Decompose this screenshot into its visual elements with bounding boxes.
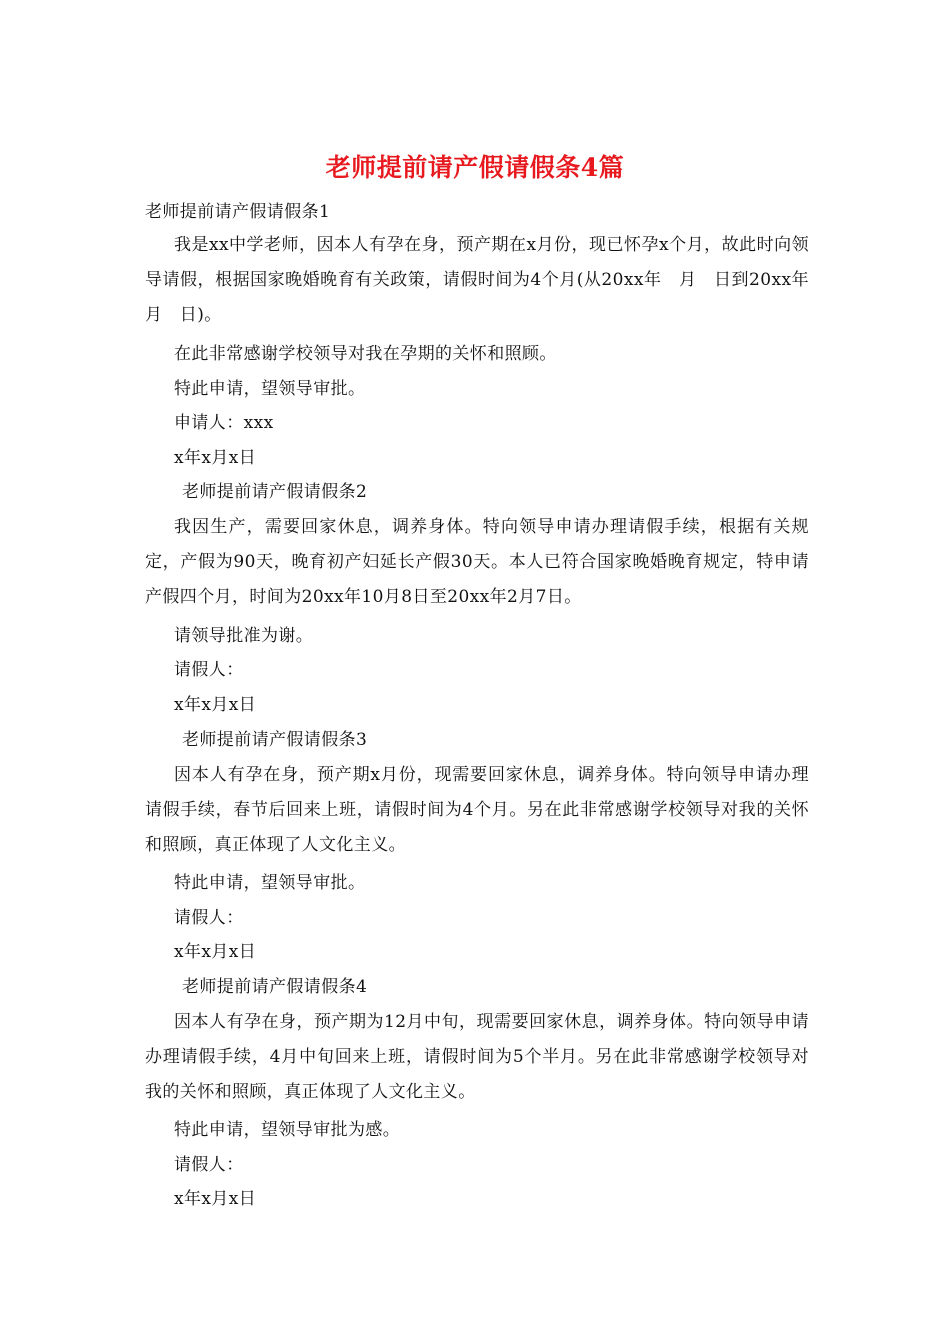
note3-date: x年x月x日 bbox=[174, 942, 257, 962]
note3-closing: 特此申请，望领导审批。 bbox=[174, 873, 366, 893]
note4-closing: 特此申请，望领导审批为感。 bbox=[174, 1120, 401, 1140]
note4-body1: 因本人有孕在身，预产期为12月中旬，现需要回家休息，调养身体。特向领导申请办理请假手续，4月中旬回来上班，请假时间为5个半月。另在此非常感谢学校领导对我的关怀和照顾，真正体现了人文化主义。 bbox=[145, 1012, 809, 1102]
note2-body1: 我因生产，需要回家休息，调养身体。特向领导申请办理请假手续，根据有关规定，产假为90天，晚育初产妇延长产假30天。本人已符合国家晚婚晚育规定，特申请产假四个月，时间为20xx年10月8日至20xx年2月7日。 bbox=[145, 517, 809, 607]
note1-body2: 在此非常感谢学校领导对我在孕期的关怀和照顾。 bbox=[174, 344, 557, 364]
document-title: 老师提前请产假请假条4篇 bbox=[325, 153, 625, 182]
note4-heading: 老师提前请产假请假条4 bbox=[182, 977, 368, 997]
note1-date: x年x月x日 bbox=[174, 448, 257, 468]
note1-applicant: 申请人：xxx bbox=[174, 413, 274, 433]
note3-heading: 老师提前请产假请假条3 bbox=[182, 730, 368, 750]
note2-heading: 老师提前请产假请假条2 bbox=[182, 482, 368, 502]
note2-date: x年x月x日 bbox=[174, 695, 257, 715]
note1-body1: 我是xx中学老师，因本人有孕在身，预产期在x月份，现已怀孕x个月，故此时向领导请假，根据国家晚婚晚育有关政策，请假时间为4个月(从20xx年 月 日到20xx年 月 日)。 bbox=[145, 235, 827, 325]
note4-date: x年x月x日 bbox=[174, 1189, 257, 1209]
note2-applicant: 请假人： bbox=[174, 660, 244, 680]
note1-heading: 老师提前请产假请假条1 bbox=[145, 202, 331, 222]
note3-body1: 因本人有孕在身，预产期x月份，现需要回家休息，调养身体。特向领导申请办理请假手续，春节后回来上班，请假时间为4个月。另在此非常感谢学校领导对我的关怀和照顾，真正体现了人文化主义。 bbox=[145, 765, 809, 855]
note3-applicant: 请假人： bbox=[174, 908, 244, 928]
note2-closing: 请领导批准为谢。 bbox=[174, 626, 314, 646]
note4-applicant: 请假人： bbox=[174, 1155, 244, 1175]
note1-closing: 特此申请，望领导审批。 bbox=[174, 379, 366, 399]
